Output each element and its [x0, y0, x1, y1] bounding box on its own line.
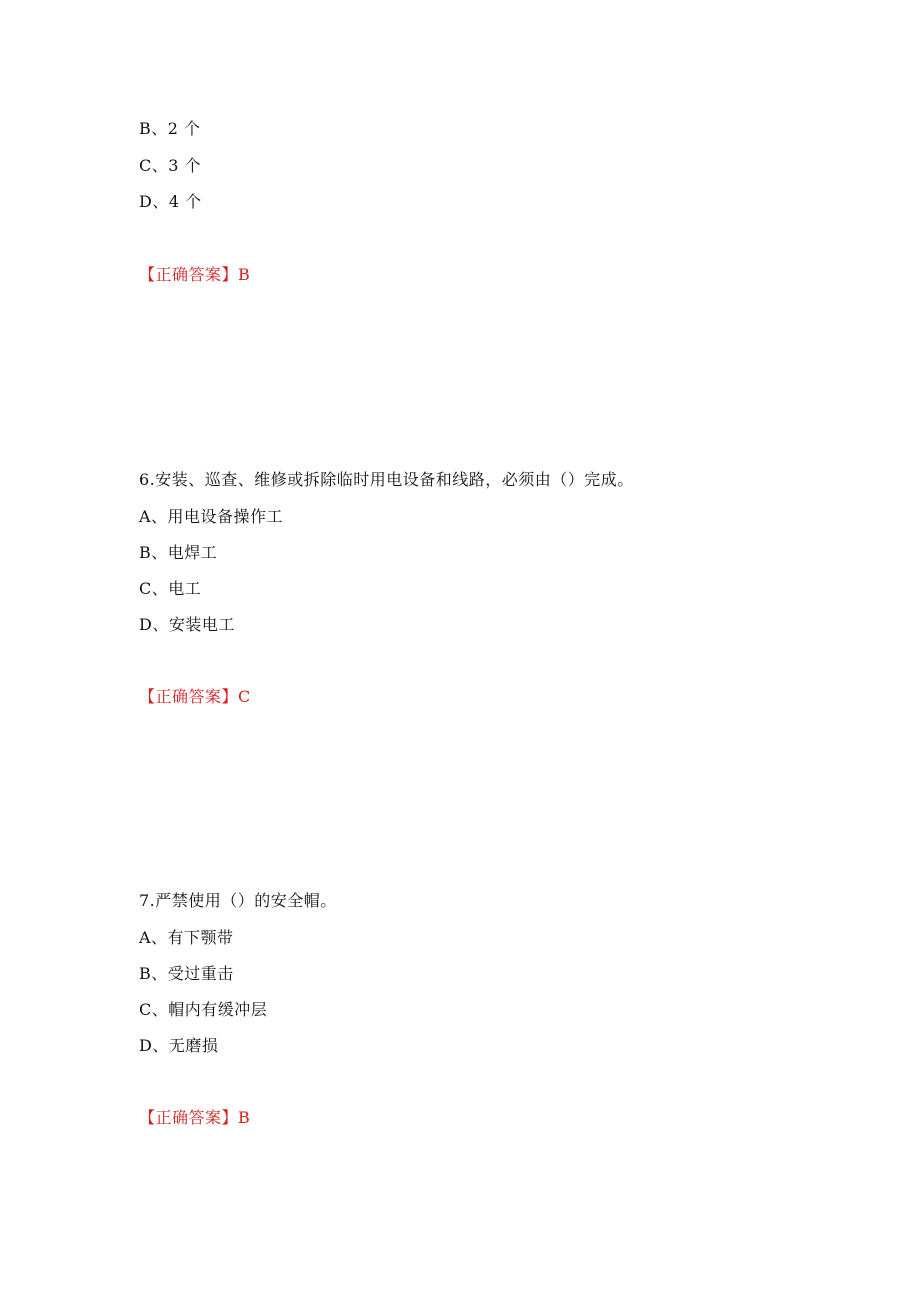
q6-option-d: D、安装电工 — [139, 615, 235, 634]
q6-question-text: 6.安装、巡查、维修或拆除临时用电设备和线路，必须由（）完成。 — [139, 470, 634, 489]
q6-option-a: A、用电设备操作工 — [139, 507, 284, 526]
q7-option-b: B、受过重击 — [139, 964, 234, 983]
q5-option-c: C、3 个 — [139, 156, 202, 175]
q7-option-a: A、有下颚带 — [139, 928, 234, 947]
q5-answer: 【正确答案】B — [139, 265, 251, 284]
q6-option-b: B、电焊工 — [139, 543, 218, 562]
q7-option-d: D、无磨损 — [139, 1036, 219, 1055]
q5-option-d: D、4 个 — [139, 192, 202, 211]
q5-option-b: B、2 个 — [139, 119, 201, 138]
q7-question-text: 7.严禁使用（）的安全帽。 — [139, 891, 337, 910]
q6-option-c: C、电工 — [139, 579, 202, 598]
q6-answer: 【正确答案】C — [139, 687, 251, 706]
q7-answer: 【正确答案】B — [139, 1108, 251, 1127]
q7-option-c: C、帽内有缓冲层 — [139, 1000, 268, 1019]
